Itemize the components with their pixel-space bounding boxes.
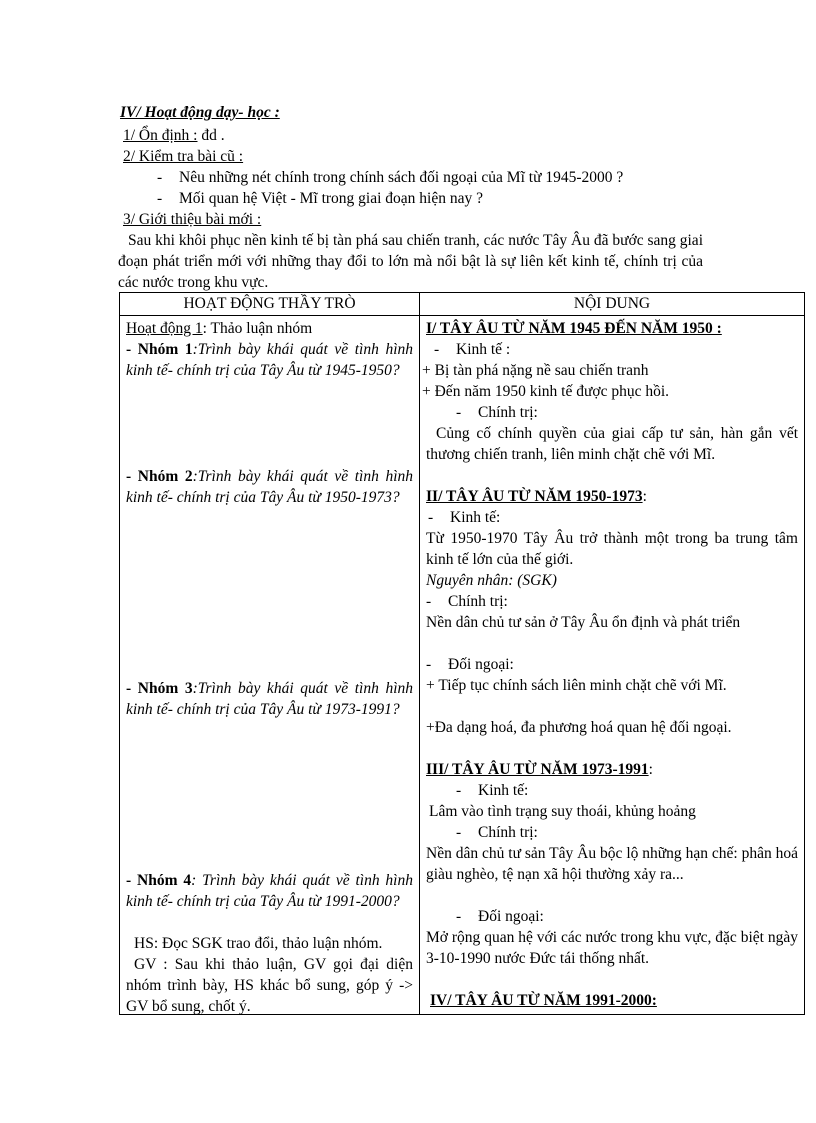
s2-title-suffix: : xyxy=(642,488,647,505)
intro-paragraph: Sau khi khôi phục nền kinh tế bị tàn phá sau chiến tranh, các nước Tây Âu đã bước sang giai đoạn phát triển mới với những thay đổi to lớn mà nổi bật là sự liên kết kinh tế, chính trị của các nước trong khu vực. xyxy=(118,232,703,291)
s2-pol-heading: - Chính trị: xyxy=(426,593,508,610)
stabilize-label: 1/ Ổn định : xyxy=(123,127,198,144)
section-3-title xyxy=(426,759,798,780)
check-question-2: - Mối quan hệ Việt - Mĩ trong giai đoạn hiện nay ? xyxy=(157,190,483,207)
s1-econ-1: + Bị tàn phá nặng nề sau chiến tranh xyxy=(422,362,649,379)
group-4-name: - Nhóm 4 xyxy=(126,872,192,889)
group-1-name: - Nhóm 1 xyxy=(126,341,193,358)
activity-heading xyxy=(126,318,413,339)
s2-econ-text: Từ 1950-1970 Tây Âu trở thành một trong ba trung tâm kinh tế lớn của thế giới. xyxy=(426,530,798,568)
group-2-name: - Nhóm 2 xyxy=(126,468,193,485)
s2-foreign-2: +Đa dạng hoá, đa phương hoá quan hệ đối ngoại. xyxy=(426,719,732,736)
group-2 xyxy=(126,466,413,508)
gv-instruction: GV : Sau khi thảo luận, GV gọi đại diện nhóm trình bày, HS khác bổ sung, góp ý -> GV bổ sung, chốt ý. xyxy=(126,956,413,1015)
s3-econ-text: Lâm vào tình trạng suy thoái, khủng hoảng xyxy=(429,803,696,820)
s3-econ-label: Kinh tế: xyxy=(478,782,529,799)
group-2-text: :Trình bày khái quát về tình hình kinh tế- chính trị của Tây Âu từ 1950-1973? xyxy=(126,468,413,506)
activity-rest: : Thảo luận nhóm xyxy=(202,320,313,337)
s2-foreign-1: + Tiếp tục chính sách liên minh chặt chẽ với Mĩ. xyxy=(426,677,727,694)
check-question-text: Nêu những nét chính trong chính sách đối ngoại của Mĩ từ 1945-2000 ? xyxy=(179,169,624,186)
stabilize-line xyxy=(123,127,225,145)
stabilize-value: đd . xyxy=(197,127,225,144)
group-4 xyxy=(126,870,413,912)
s3-foreign-heading: - Đối ngoại: xyxy=(456,908,544,925)
s2-econ-label: Kinh tế: xyxy=(450,509,501,526)
hs-instruction: HS: Đọc SGK trao đổi, thảo luận nhóm. xyxy=(134,935,383,952)
s1-pol-heading: - Chính trị: xyxy=(456,404,538,421)
s1-pol-label: Chính trị: xyxy=(478,404,538,421)
intro-label: 3/ Giới thiệu bài mới : xyxy=(123,211,262,228)
group-1 xyxy=(126,339,413,381)
s2-pol-label: Chính trị: xyxy=(448,593,508,610)
s3-title-text: III/ TÂY ÂU TỪ NĂM 1973-1991 xyxy=(426,761,649,778)
s2-title-text: II/ TÂY ÂU TỪ NĂM 1950-1973 xyxy=(426,488,643,505)
s1-pol-text: Củng cố chính quyền của giai cấp tư sản, hàn gắn vết thương chiến tranh, liên minh chặt chẽ với Mĩ. xyxy=(426,425,798,463)
s3-foreign-label: Đối ngoại: xyxy=(478,908,544,925)
right-column xyxy=(420,316,805,1015)
section-title: IV/ Hoạt động dạy- học : xyxy=(120,104,280,121)
group-3-text: :Trình bày khái quát về tình hình kinh tế- chính trị của Tây Âu từ 1973-1991? xyxy=(126,680,413,718)
group-3-name: - Nhóm 3 xyxy=(126,680,193,697)
activity-label: Hoạt động 1 xyxy=(126,320,203,337)
col-left-header: HOẠT ĐỘNG THẦY TRÒ xyxy=(120,293,420,316)
group-4-text: : Trình bày khái quát về tình hình kinh tế- chính trị của Tây Âu từ 1991-2000? xyxy=(126,872,413,910)
s2-foreign-heading: - Đối ngoại: xyxy=(426,656,514,673)
check-question-1: - Nêu những nét chính trong chính sách đối ngoại của Mĩ từ 1945-2000 ? xyxy=(157,169,624,186)
s1-econ-2: + Đến năm 1950 kinh tế được phục hồi. xyxy=(422,383,670,400)
check-label: 2/ Kiểm tra bài cũ : xyxy=(123,148,244,165)
s1-econ-heading: - Kinh tế : xyxy=(434,341,511,358)
s3-econ-heading: - Kinh tế: xyxy=(456,782,529,799)
s2-foreign-label: Đối ngoại: xyxy=(448,656,514,673)
group-3 xyxy=(126,678,413,720)
s2-econ-heading: - Kinh tế: xyxy=(428,509,501,526)
col-right-header: NỘI DUNG xyxy=(420,293,805,316)
s2-pol-text: Nền dân chủ tư sản ở Tây Âu ổn định và phát triển xyxy=(426,614,741,631)
s3-pol-heading: - Chính trị: xyxy=(456,824,538,841)
s3-foreign-text: Mở rộng quan hệ với các nước trong khu vực, đặc biệt ngày 3-10-1990 nước Đức tái thống nhất. xyxy=(426,929,798,967)
s2-cause: Nguyên nhân: (SGK) xyxy=(426,572,557,589)
s3-title-suffix: : xyxy=(648,761,653,778)
section-1-title: I/ TÂY ÂU TỪ NĂM 1945 ĐẾN NĂM 1950 : xyxy=(426,320,722,337)
s3-pol-text: Nền dân chủ tư sản Tây Âu bộc lộ những hạn chế: phân hoá giàu nghèo, tệ nạn xã hội thường xảy ra... xyxy=(426,845,798,883)
s3-pol-label: Chính trị: xyxy=(478,824,538,841)
s1-econ-label: Kinh tế : xyxy=(456,341,511,358)
group-1-text: :Trình bày khái quát về tình hình kinh tế- chính trị của Tây Âu từ 1945-1950? xyxy=(126,341,413,379)
check-question-text: Mối quan hệ Việt - Mĩ trong giai đoạn hiện nay ? xyxy=(179,190,483,207)
left-column xyxy=(120,316,420,1015)
section-4-title: IV/ TÂY ÂU TỪ NĂM 1991-2000: xyxy=(430,992,657,1009)
lesson-table xyxy=(119,292,805,1015)
section-2-title xyxy=(426,486,798,507)
